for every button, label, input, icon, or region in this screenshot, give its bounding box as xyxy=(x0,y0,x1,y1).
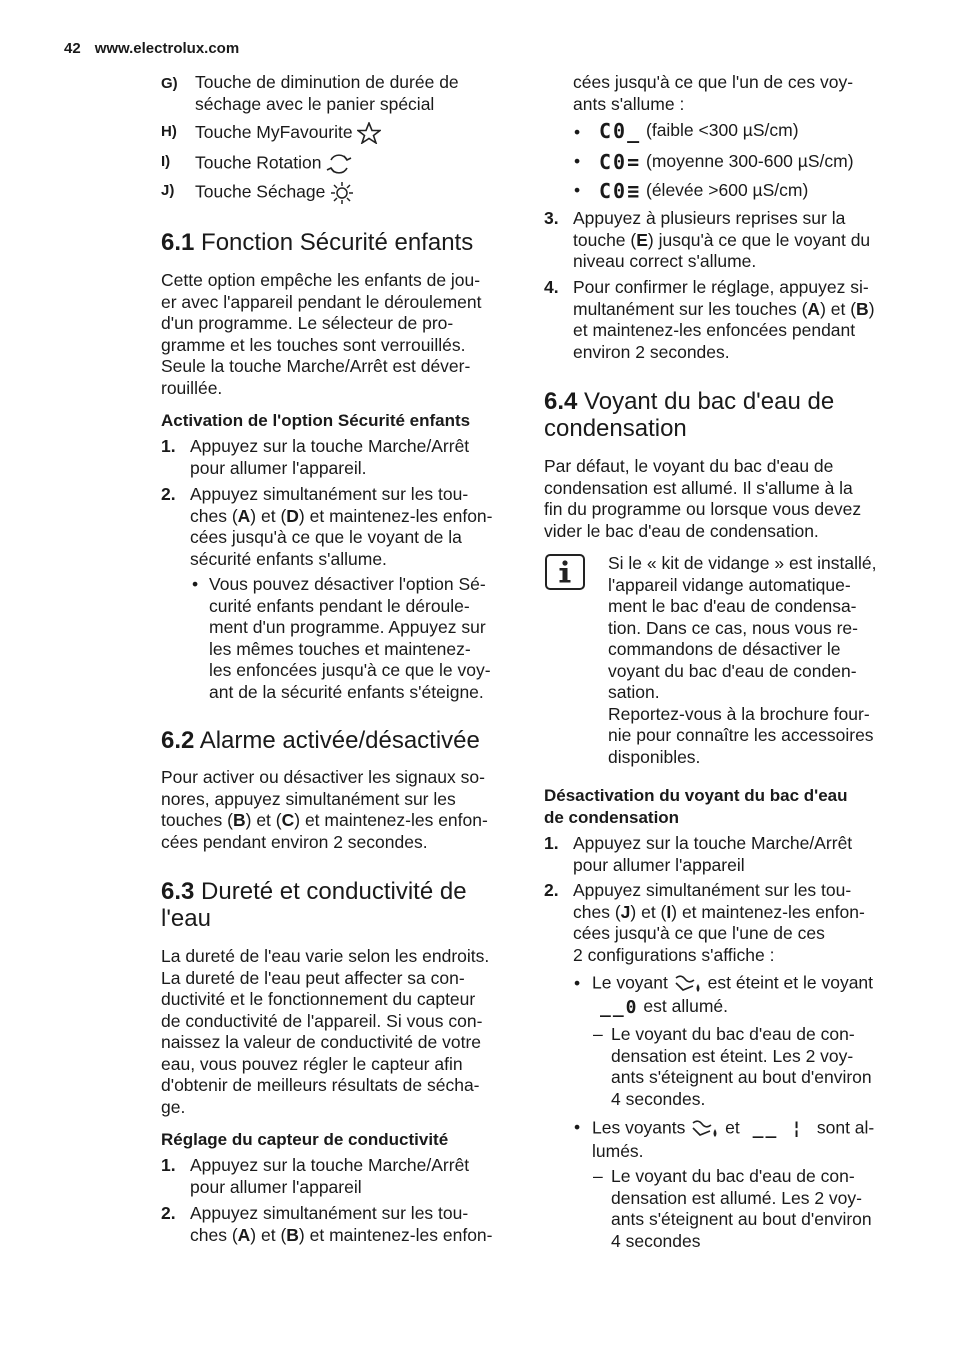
step-number: 2. xyxy=(544,880,559,900)
level-item: C0≡ (élevée >600 µS/cm) xyxy=(599,178,809,203)
key-text: Touche Séchage xyxy=(195,181,354,205)
key-letter: J) xyxy=(161,182,175,199)
step-text: Appuyez à plusieurs reprises sur la touche (E) jusqu'à ce que le voyant du niveau correct s'allume. xyxy=(573,208,871,271)
key-text: Touche Rotation xyxy=(195,152,352,176)
bullet: • xyxy=(192,574,199,594)
step-number: 2. xyxy=(161,1203,176,1223)
page-header xyxy=(64,38,239,60)
bullet: • xyxy=(574,180,581,200)
step-text: Appuyez simultanément sur les tou- ches (J) et (I) et maintenez-les enfon- cées jusqu'à ce que l'une de ces 2 configurations s'affiche : xyxy=(573,880,865,965)
step-number: 1. xyxy=(161,436,176,456)
dash: – xyxy=(593,1024,603,1044)
bullet-text: Le voyant est éteint et le voyant __0 est allumé. xyxy=(592,972,874,1018)
display-code: __ ¦ xyxy=(752,1118,804,1140)
site-url: www.electrolux.com xyxy=(94,40,240,57)
key-letter: H) xyxy=(161,123,177,140)
step-text: Appuyez simultanément sur les tou- ches (A) et (B) et maintenez-les enfon- xyxy=(190,1203,493,1245)
level-item: C0= (moyenne 300-600 µS/cm) xyxy=(599,149,854,174)
display-code: C0_ xyxy=(599,118,642,143)
key-letter: I) xyxy=(161,153,171,170)
key-letter: G) xyxy=(161,75,178,92)
step-text: Appuyez sur la touche Marche/Arrêt pour allumer l'appareil xyxy=(190,1155,470,1197)
dash-text: Le voyant du bac d'eau de con- densation est éteint. Les 2 voy- ants s'éteignent au bout d'environ 4 secondes. xyxy=(611,1024,872,1109)
bullet-text: Les voyants et __ ¦ sont al- lumés. xyxy=(592,1117,875,1161)
key-text: Touche de diminution de durée de séchage avec le panier spécial xyxy=(195,72,459,114)
step-number: 2. xyxy=(161,484,176,504)
subheading: Réglage du capteur de conductivité xyxy=(161,1130,449,1149)
bullet: • xyxy=(574,122,581,142)
sun-icon xyxy=(330,181,354,205)
step-text: Appuyez simultanément sur les tou- ches (A) et (D) et maintenez-les enfon- cées jusqu'à ce que le voyant de la sécurité enfants s'allume. xyxy=(190,484,493,569)
step-text: cées jusqu'à ce que l'un de ces voy- ants s'allume : xyxy=(573,72,854,114)
bullet: • xyxy=(574,973,581,993)
dash: – xyxy=(593,1166,603,1186)
step-number: 1. xyxy=(544,833,559,853)
bullet: • xyxy=(574,151,581,171)
info-icon xyxy=(545,554,585,590)
bullet-text: Vous pouvez désactiver l'option Sé- curité enfants pendant le déroule- ment d'un programme. Appuyez sur les mêmes touches et maintenez- les enfoncées jusqu'à ce que le voy- ant de la sécurité enfants s'éteigne. xyxy=(209,574,491,702)
paragraph: Cette option empêche les enfants de jou- er avec l'appareil pendant le déroulement d'un programme. Le sélecteur de pro- gramme et les touches sont verrouillés. Seule la touche Marche/Arrêt est déver- rouillée. xyxy=(161,270,482,398)
section-heading-6-4: 6.4 Voyant du bac d'eau de condensation xyxy=(544,388,835,442)
display-code: C0= xyxy=(599,149,642,174)
step-text: Appuyez sur la touche Marche/Arrêt pour allumer l'appareil. xyxy=(190,436,470,478)
paragraph: Pour activer ou désactiver les signaux so- nores, appuyez simultanément sur les touches (B) et (C) et maintenez-les enfon- cées pendant environ 2 secondes. xyxy=(161,767,488,852)
tank-drop-icon xyxy=(673,972,703,996)
tank-drop-icon xyxy=(690,1117,720,1141)
dash-text: Le voyant du bac d'eau de con- densation est allumé. Les 2 voy- ants s'éteignent au bout d'environ 4 secondes xyxy=(611,1166,872,1251)
step-text: Pour confirmer le réglage, appuyez si- multanément sur les touches (A) et (B) et maintenez-les enfoncées pendant environ 2 secondes. xyxy=(573,277,875,362)
rotation-icon xyxy=(326,152,352,176)
display-code: C0≡ xyxy=(599,178,642,203)
display-code: __0 xyxy=(600,996,639,1018)
star-icon xyxy=(357,122,381,144)
level-item: C0_ (faible <300 µS/cm) xyxy=(599,118,799,143)
step-number: 1. xyxy=(161,1155,176,1175)
step-text: Appuyez sur la touche Marche/Arrêt pour allumer l'appareil xyxy=(573,833,853,875)
section-heading-6-3: 6.3 Dureté et conductivité de l'eau xyxy=(161,878,467,932)
subheading: Activation de l'option Sécurité enfants xyxy=(161,411,471,430)
paragraph: Par défaut, le voyant du bac d'eau de condensation est allumé. Il s'allume à la fin du programme ou lorsque vous devez vider le bac d'eau de condensation. xyxy=(544,456,862,541)
bullet: • xyxy=(574,1117,581,1137)
info-note: Si le « kit de vidange » est installé, l'appareil vidange automatique- ment le bac d'eau de condensa- tion. Dans ce cas, nous vous re- commandons de désactiver le voyant du bac d'eau de conden- sation. Reportez-vous à la brochure four- nie pour connaître les accessoires disponibles. xyxy=(608,553,877,767)
key-text: Touche MyFavourite xyxy=(195,122,381,144)
subheading: Désactivation du voyant du bac d'eau de condensation xyxy=(544,786,848,827)
paragraph: La dureté de l'eau varie selon les endroits. La dureté de l'eau peut affecter sa con- ductivité et le fonctionnement du capteur de conductivité de l'appareil. Si vous con- naissez la valeur de conductivité de votre eau, vous pouvez régler le capteur afin d'obtenir de meilleurs résultats de sécha- ge. xyxy=(161,946,490,1117)
section-heading-6-1: 6.1 Fonction Sécurité enfants xyxy=(161,229,474,256)
step-number: 3. xyxy=(544,208,559,228)
page-number: 42 xyxy=(64,40,81,57)
step-number: 4. xyxy=(544,277,559,297)
section-heading-6-2: 6.2 Alarme activée/désactivée xyxy=(161,727,480,754)
